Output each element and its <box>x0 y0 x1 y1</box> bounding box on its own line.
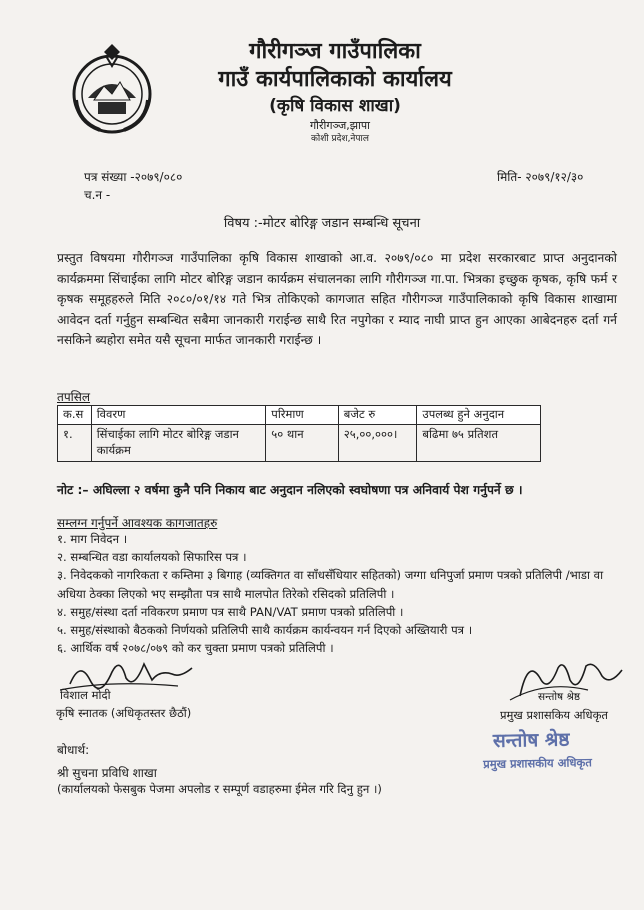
column-header: परिमाण <box>266 406 339 425</box>
list-item: ३. निवेदकको नागरिकता र कम्तिमा ३ बिगाह (व्यक्तिगत वा साँधसँधियार सहितको) जग्गा धनिपुर्जा प्रमाण पत्रको प्रतिलिपी /भाडा वा अधिया ठेक्का लिएको भए सम्झौता पत्र साथै मालपोत तिरेको रसिदको प्रतिलिपी । <box>57 568 604 601</box>
letter-date: मिति- २०७९/१२/३० <box>497 170 584 184</box>
letter-number: पत्र संख्या -२०७९/०८० <box>84 170 183 184</box>
body-paragraph: प्रस्तुत विषयमा गौरीगञ्ज गाउँपालिका कृषि विकास शाखाको आ.व. २०७९/०८० मा प्रदेश सरकारबाट प्राप्त अनुदानको कार्यक्रममा सिंचाईका लागि मोटर बोरिङ्ग जडान कार्यक्रम संचालनका लागि गौरीगञ्ज गा.पा. भित्रका इच्छुक कृषक, कृषि फर्म र कृषक समूहहरुले मिति २०८०/०१/१४ गते भित्र तोकिएको कागजात सहित गौरीगञ्ज गाउँपालिकाको कृषि विकास शाखामा आवेदन दर्ता गर्नुहुन सम्बन्धित सबैमा जानकारी गराईन्छ साथै रित नपुगेका र म्याद नाघी प्राप्त हुन आएका आबेदनहरु दर्ता गर्न नसकिने ब्यहोरा समेत यसै सूचना मार्फत जानकारी गराईन्छ । <box>57 251 617 347</box>
column-header: विवरण <box>91 406 266 425</box>
official-stamp <box>473 725 624 776</box>
dispatch-number: च.न - <box>84 188 111 202</box>
documents-list <box>57 530 619 657</box>
signatory-right-name: सन्तोष श्रेष्ठ <box>538 691 581 703</box>
signatory-left-name: विशाल मोदी <box>60 688 111 702</box>
list-item: ४. समुह/संस्था दर्ता नविकरण प्रमाण पत्र साथै PAN/VAT प्रमाण पत्रको प्रतिलिपी । <box>57 604 404 619</box>
list-item: ५. समुह/संस्थाको बैठकको निर्णयको प्रतिलिपी साथै कार्यक्रम कार्यन्वयन गर्न दिएको अख्तियारी पत्र । <box>57 623 473 638</box>
details-table <box>57 405 541 462</box>
table-cell: ५० थान <box>266 425 339 462</box>
details-label: तपसिल <box>57 390 91 404</box>
acknowledgement-instruction: (कार्यालयको फेसबुक पेजमा अपलोड र सम्पूर्ण वडाहरुमा ईमेल गरि दिनु हुन ।) <box>57 782 382 796</box>
table-cell: सिंचाईका लागि मोटर बोरिङ्ग जडान कार्यक्रम <box>91 425 266 462</box>
table-row <box>58 425 541 462</box>
letterhead <box>170 38 500 146</box>
acknowledgement-label: बोधार्थ: <box>57 743 90 757</box>
subject-line: विषय :-मोटर बोरिङ्ग जडान सम्बन्धि सूचना <box>223 216 421 231</box>
table-header-row <box>58 406 541 425</box>
stamp-title: प्रमुख प्रशासकीय अधिकृत <box>483 755 592 772</box>
table-cell: बढिमा ७५ प्रतिशत <box>417 425 541 462</box>
stamp-name: सन्तोष श्रेष्ठ <box>492 728 570 752</box>
documents-title: सम्लग्न गर्नुपर्ने आवश्यक कागजातहरु <box>57 516 218 530</box>
reference-block <box>84 168 182 204</box>
acknowledgement-recipient: श्री सुचना प्रविधि शाखा <box>57 766 157 780</box>
column-header: बजेट रु <box>338 406 417 425</box>
list-item: ६. आर्थिक वर्ष २०७८/०७९ को कर चुक्ता प्रमाण पत्रको प्रतिलिपी । <box>57 641 334 656</box>
address-line-2: कोशी प्रदेश,नेपाल <box>311 134 369 144</box>
column-header: क.स <box>58 406 92 425</box>
municipality-emblem-icon <box>68 42 156 142</box>
list-item: १. माग निवेदन । <box>57 532 128 546</box>
address-line-1: गौरीगञ्ज,झापा <box>309 119 370 132</box>
office-name: गौरीगञ्ज गाउँपालिका <box>249 39 421 64</box>
table-cell: २५,००,०००। <box>338 425 417 462</box>
column-header: उपलब्ध हुने अनुदान <box>417 406 541 425</box>
note-line: नोट :– अघिल्ला २ वर्षमा कुनै पनि निकाय बाट अनुदान नलिएको स्वघोषणा पत्र अनिवार्य पेश गर्नुपर्ने छ । <box>57 483 523 497</box>
table-cell: १. <box>58 425 92 462</box>
sub-office-name: गाउँ कार्यपालिकाको कार्यालय <box>218 67 452 92</box>
signatory-left-title: कृषि स्नातक (अधिकृतस्तर छैठौं) <box>56 706 192 720</box>
signatory-right-title: प्रमुख प्रशासकिय अधिकृत <box>500 708 608 722</box>
list-item: २. सम्बन्धित वडा कार्यालयको सिफारिस पत्र । <box>57 550 247 565</box>
branch-name: (कृषि विकास शाखा) <box>269 96 401 116</box>
